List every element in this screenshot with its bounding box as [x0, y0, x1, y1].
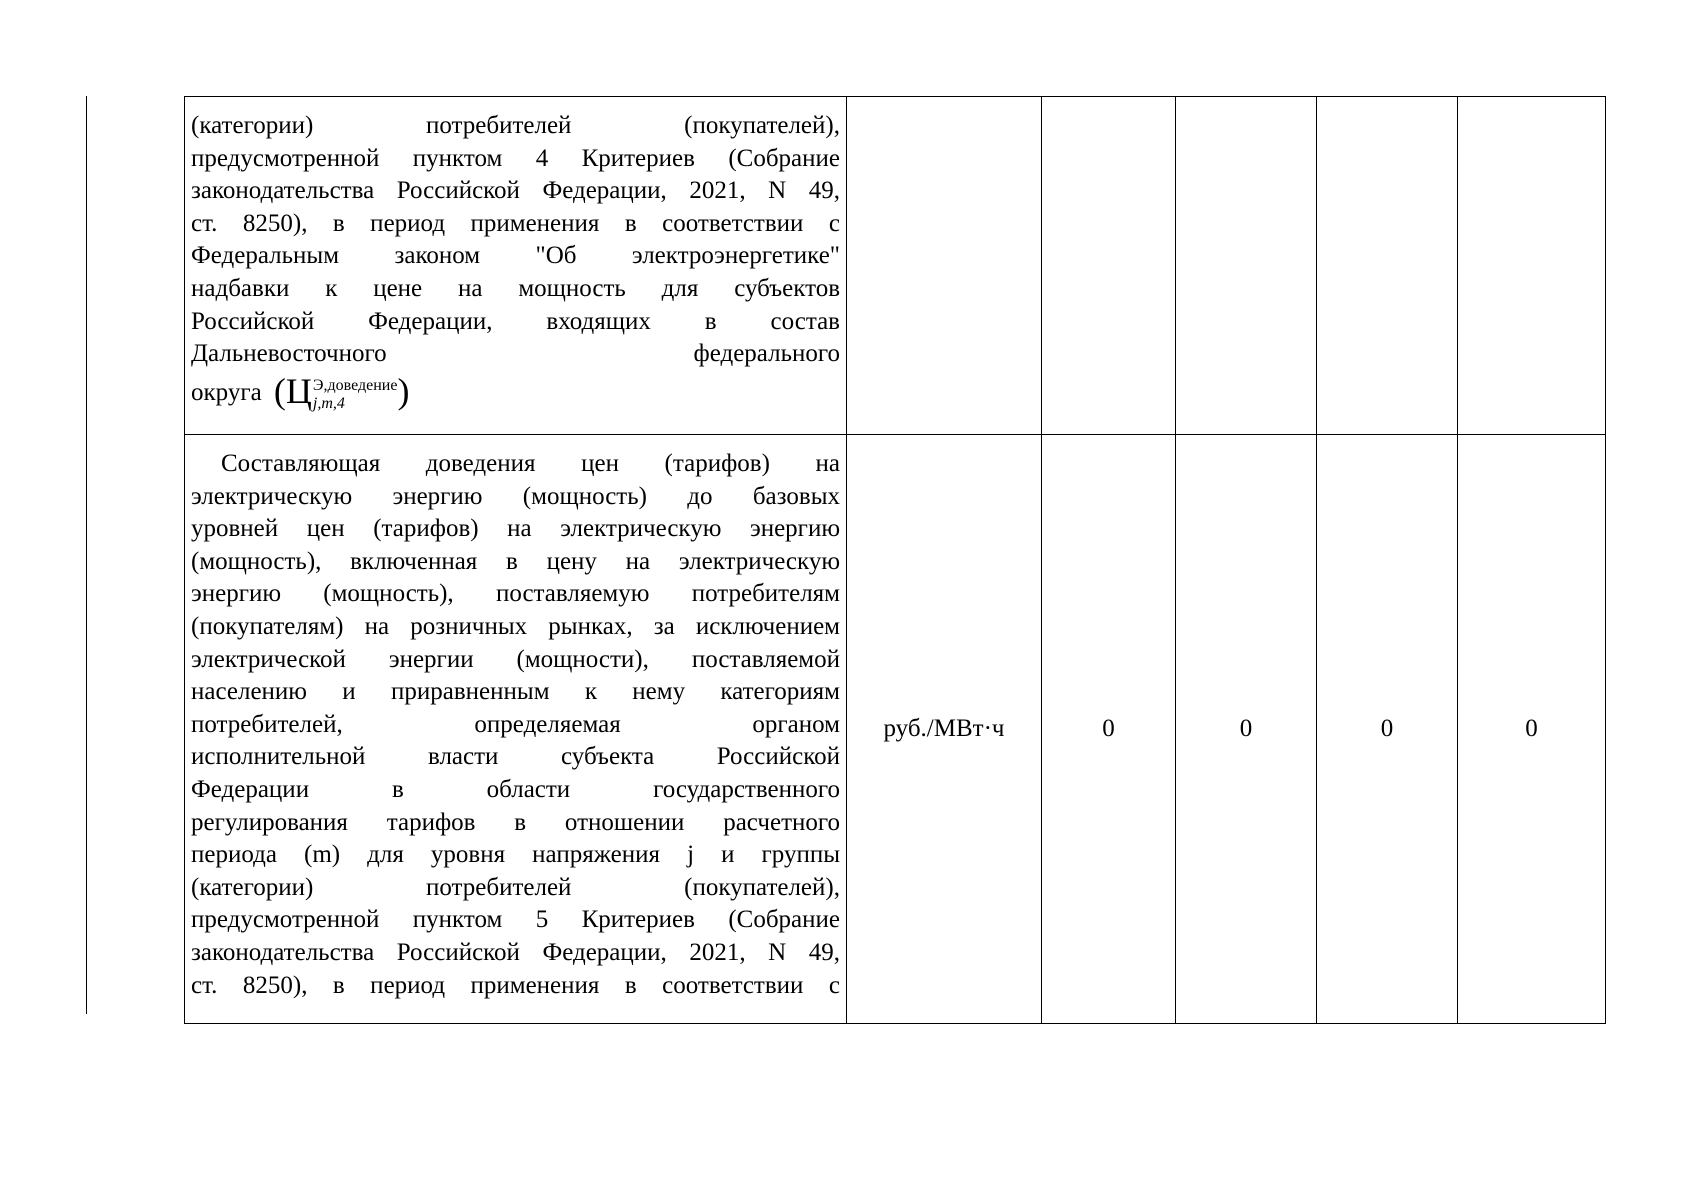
- row2-line: (мощность), включенная в цену на электрическую: [191, 547, 840, 575]
- row2-line: ст. 8250), в период применения в соответствии с: [191, 971, 840, 999]
- table-row: [185, 435, 1606, 1024]
- formula-superscript: Э,доведение: [312, 376, 398, 394]
- formula-subscript: j,m,4: [312, 394, 345, 412]
- row1-value-cell: [1458, 97, 1606, 435]
- row2-line: Составляющая доведения цен (тарифов) на: [221, 450, 840, 477]
- row2-line: (категории) потребителей (покупателей),: [191, 873, 840, 901]
- row2-line: населению и приравненным к нему категориям: [191, 678, 840, 706]
- row2-line: регулирования тарифов в отношении расчетного: [191, 808, 840, 836]
- row2-description-cell: [185, 435, 847, 1024]
- row2-line: исполнительной власти субъекта Российской: [191, 743, 840, 771]
- row1-line: Федеральным законом "Об электроэнергетике": [191, 242, 840, 270]
- row2-line: электрической энергии (мощности), поставляемой: [191, 645, 840, 673]
- row2-line: периода (m) для уровня напряжения j и группы: [191, 841, 840, 869]
- row2-line: энергию (мощность), поставляемую потребителям: [191, 580, 840, 608]
- table-row: [185, 97, 1606, 435]
- tariff-table: [184, 96, 1606, 1024]
- row1-line: предусмотренной пунктом 4 Критериев (Собрание: [191, 144, 840, 172]
- row1-description-cell: [185, 97, 847, 435]
- row1-unit-cell: [847, 97, 1042, 435]
- row2-value-cell: 0: [1317, 435, 1458, 1024]
- page-margin-line: [86, 96, 87, 1014]
- row2-line: потребителей, определяемая органом: [191, 710, 840, 738]
- row2-value-cell: 0: [1458, 435, 1606, 1024]
- row2-line: уровней цен (тарифов) на электрическую энергию: [191, 515, 840, 543]
- price-formula: [273, 370, 410, 413]
- row2-line: законодательства Российской Федерации, 2021, N 49,: [191, 938, 840, 966]
- row1-line: надбавки к цене на мощность для субъектов: [191, 274, 840, 302]
- row1-value-cell: [1042, 97, 1176, 435]
- row2-value-cell: 0: [1042, 435, 1176, 1024]
- formula-indices: [313, 377, 398, 413]
- row1-line: (категории) потребителей (покупателей),: [191, 112, 840, 139]
- formula-close-paren: ): [397, 370, 410, 411]
- row2-value-cell: 0: [1176, 435, 1317, 1024]
- row2-line: электрическую энергию (мощность) до базовых: [191, 482, 840, 510]
- formula-symbol: Ц: [285, 370, 312, 411]
- row1-line: Дальневосточного федерального: [191, 340, 840, 368]
- row2-line: Федерации в области государственного: [191, 775, 840, 803]
- row1-value-cell: [1176, 97, 1317, 435]
- row2-line: (покупателям) на розничных рынках, за исключением: [191, 612, 840, 640]
- formula-open-paren: (: [273, 370, 286, 411]
- row1-value-cell: [1317, 97, 1458, 435]
- row2-line: предусмотренной пунктом 5 Критериев (Собрание: [191, 906, 840, 934]
- row1-formula-line: [191, 370, 840, 413]
- row2-unit-cell: руб./МВт·ч: [847, 435, 1042, 1024]
- row1-line: ст. 8250), в период применения в соответствии с: [191, 209, 840, 237]
- formula-prefix: округа: [191, 378, 262, 406]
- row1-line: законодательства Российской Федерации, 2021, N 49,: [191, 177, 840, 205]
- row1-line: Российской Федерации, входящих в состав: [191, 307, 840, 335]
